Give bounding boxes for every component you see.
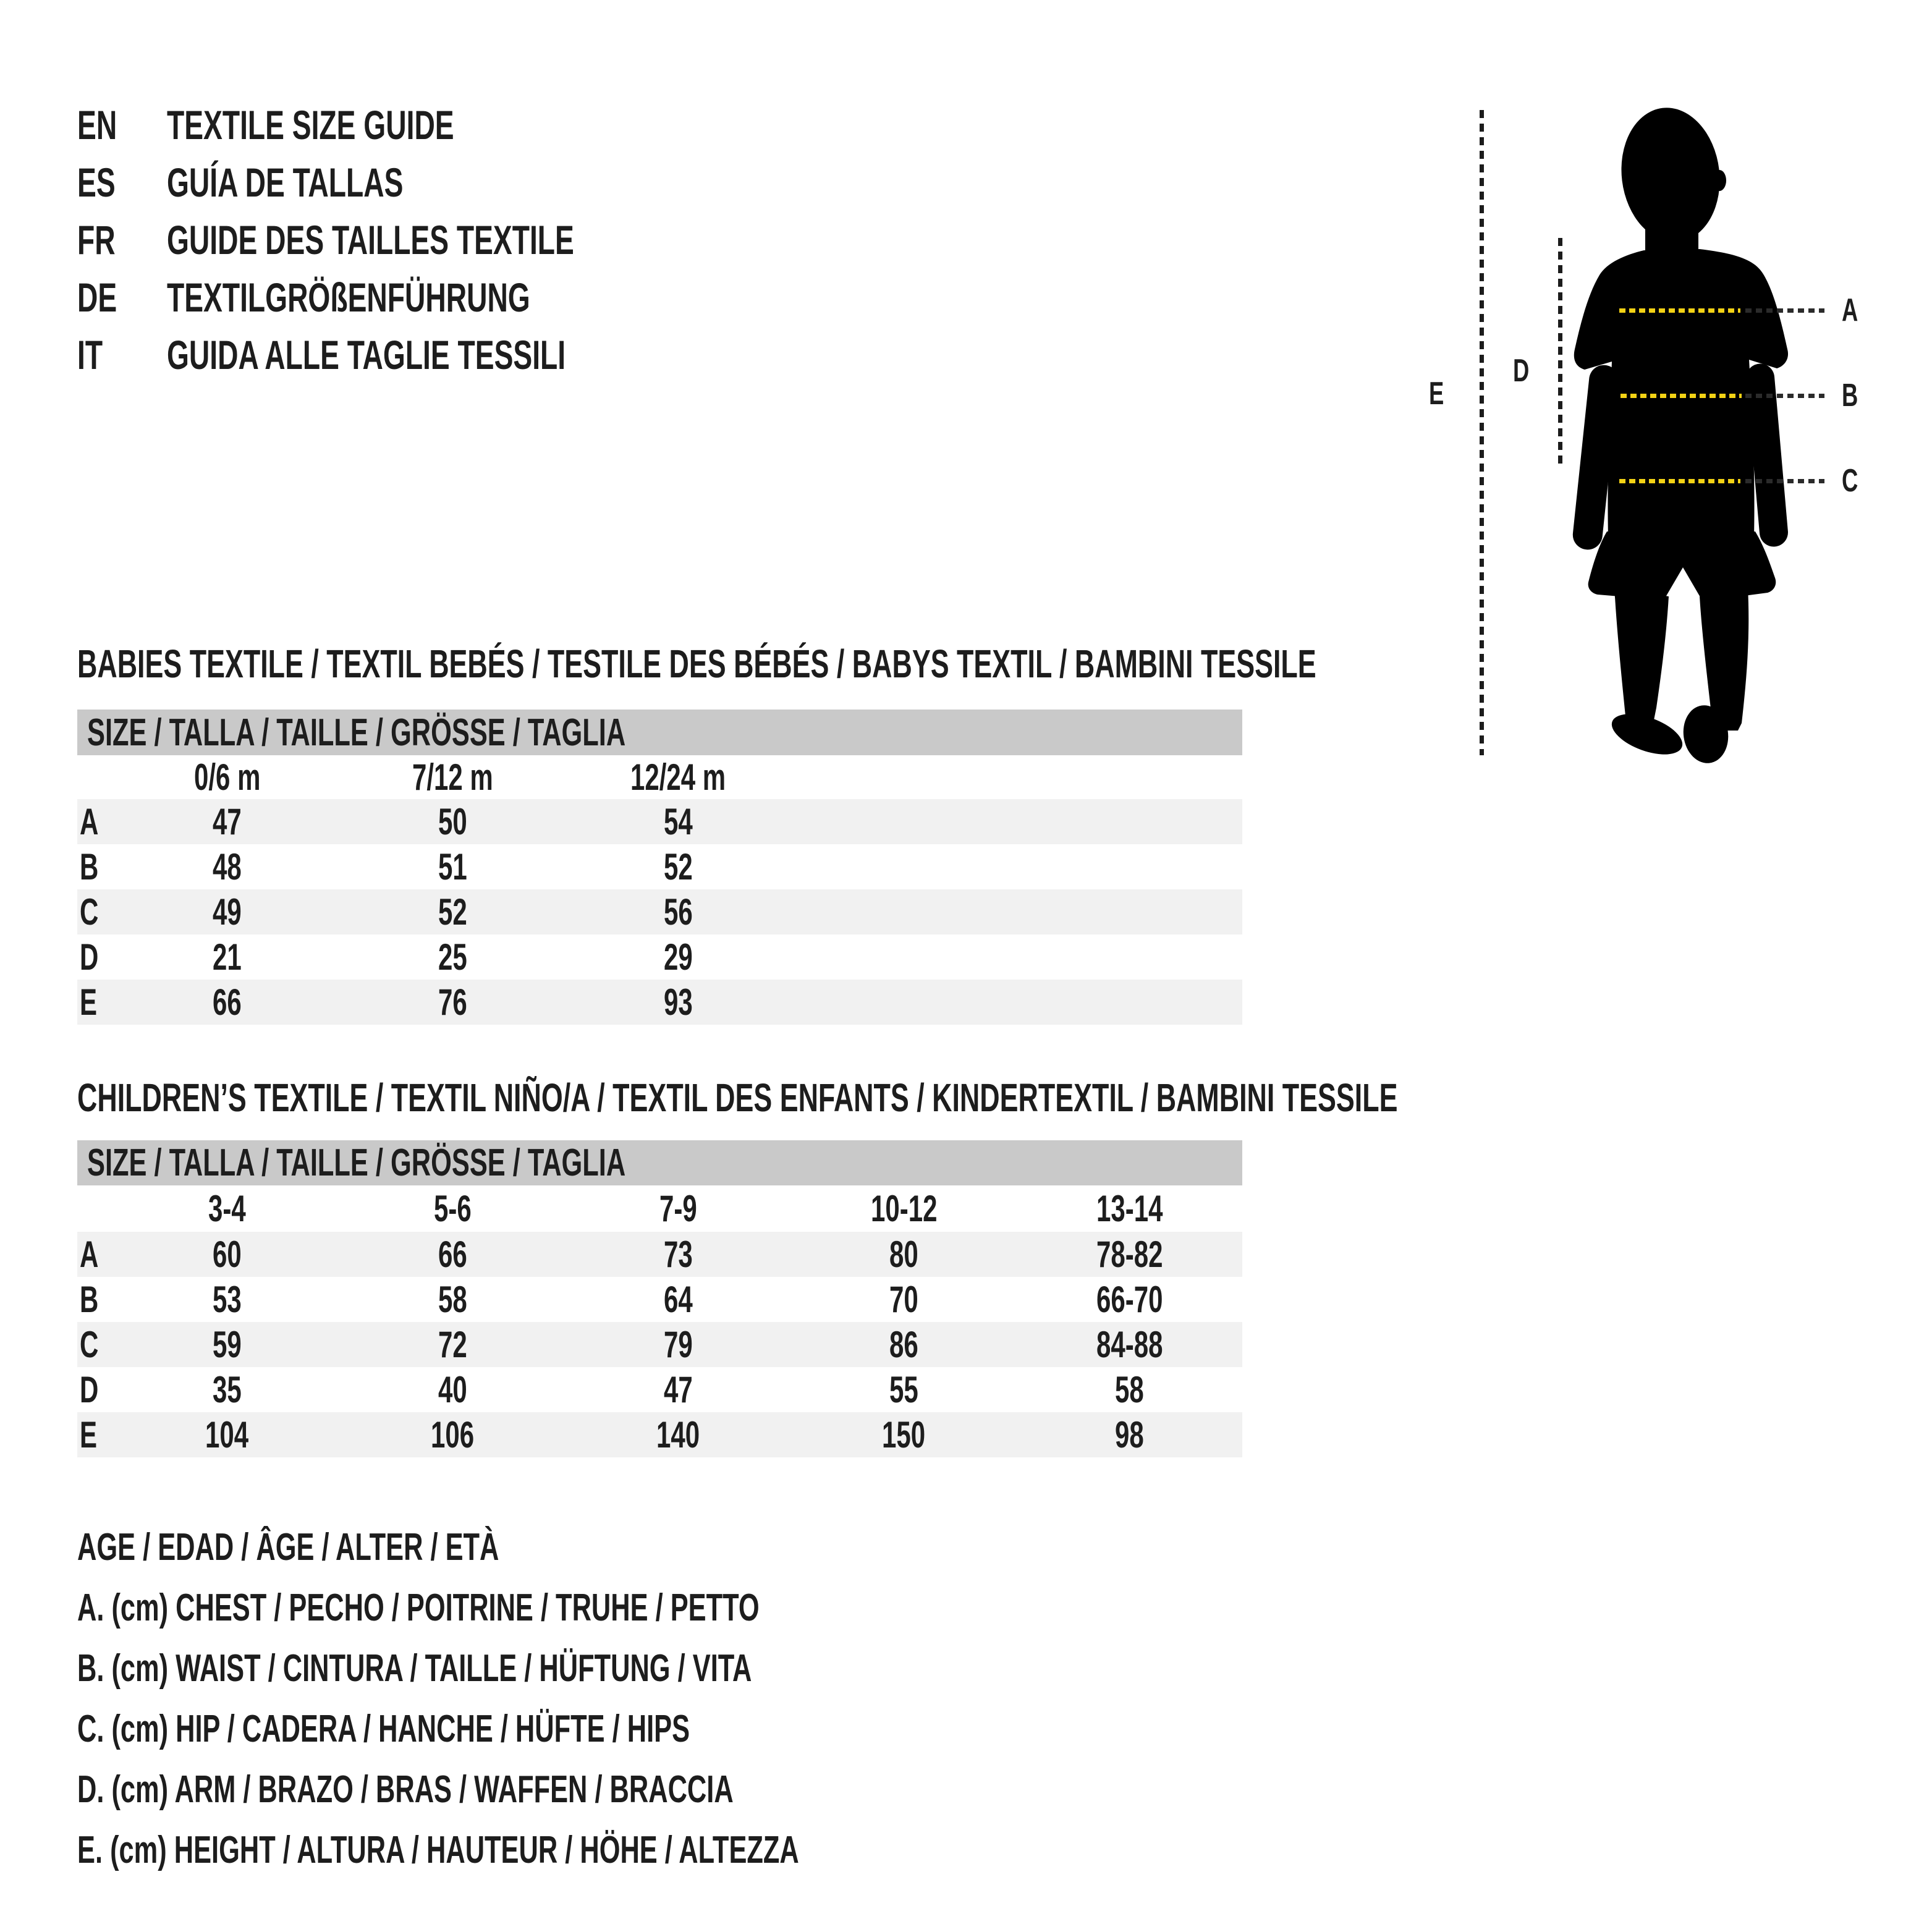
- column-header: 10-12: [870, 1188, 938, 1229]
- cell: 60: [213, 1234, 242, 1275]
- cell: 54: [664, 801, 693, 842]
- cell: 53: [213, 1279, 242, 1320]
- arm-label: D: [1513, 353, 1530, 389]
- row-label: D: [80, 1369, 99, 1410]
- cell: 78-82: [1096, 1234, 1163, 1275]
- cell: 59: [213, 1324, 242, 1365]
- cell: 35: [213, 1369, 242, 1410]
- chest-measure-line: [1619, 308, 1740, 313]
- cell: 104: [205, 1414, 249, 1455]
- cell: 50: [438, 801, 467, 842]
- arm-measure-line: [1558, 238, 1562, 468]
- language-row-it: [77, 326, 943, 383]
- language-code: DE: [77, 274, 117, 320]
- legend-line-arm: D. (cm) ARM / BRAZO / BRAS / WAFFEN / BRACCIA: [77, 1768, 734, 1811]
- column-header: 3-4: [208, 1188, 246, 1229]
- language-row-en: [77, 96, 943, 153]
- row-label: D: [80, 936, 99, 978]
- children-section-title: CHILDREN’S TEXTILE / TEXTIL NIÑO/A / TEXTIL DES ENFANTS / KINDERTEXTIL / BAMBINI TESSILE: [77, 1075, 1398, 1120]
- row-label: B: [80, 1279, 99, 1320]
- language-title: GUIDA ALLE TAGLIE TESSILI: [167, 331, 566, 378]
- cell: 49: [213, 891, 242, 933]
- cell: 93: [664, 981, 693, 1023]
- chest-label: A: [1842, 292, 1858, 328]
- language-code: FR: [77, 216, 116, 263]
- row-label: E: [80, 981, 98, 1023]
- cell: 47: [213, 801, 242, 842]
- children-table-row-e: [77, 1412, 1242, 1457]
- cell: 66-70: [1096, 1279, 1163, 1320]
- legend-line-waist: B. (cm) WAIST / CINTURA / TAILLE / HÜFTUNG / VITA: [77, 1646, 752, 1690]
- language-code: ES: [77, 159, 116, 205]
- cell: 73: [664, 1234, 693, 1275]
- cell: 47: [664, 1369, 693, 1410]
- babies-section-title: BABIES TEXTILE / TEXTIL BEBÉS / TESTILE DES BÉBÉS / BABYS TEXTIL / BAMBINI TESSILE: [77, 642, 1316, 686]
- cell: 55: [889, 1369, 918, 1410]
- column-header: 0/6 m: [193, 756, 261, 798]
- legend-line-height: E. (cm) HEIGHT / ALTURA / HAUTEUR / HÖHE / ALTEZZA: [77, 1828, 799, 1871]
- language-row-de: [77, 268, 943, 326]
- column-header: 5-6: [434, 1188, 472, 1229]
- cell: 52: [438, 891, 467, 933]
- row-label: C: [80, 1324, 99, 1365]
- language-code: IT: [77, 331, 103, 378]
- cell: 56: [664, 891, 693, 933]
- babies-table-row-a: [77, 799, 1242, 844]
- column-header: 7-9: [659, 1188, 697, 1229]
- language-title: GUÍA DE TALLAS: [167, 159, 404, 205]
- cell: 106: [431, 1414, 475, 1455]
- cell: 40: [438, 1369, 467, 1410]
- legend-line-age: AGE / EDAD / ÂGE / ALTER / ETÀ: [77, 1525, 499, 1569]
- language-code: EN: [77, 101, 117, 148]
- cell: 21: [213, 936, 242, 978]
- cell: 29: [664, 936, 693, 978]
- row-label: E: [80, 1414, 98, 1455]
- cell: 84-88: [1096, 1324, 1163, 1365]
- cell: 66: [438, 1234, 467, 1275]
- row-label: C: [80, 891, 99, 933]
- cell: 51: [438, 846, 467, 888]
- children-table-row-b: [77, 1277, 1242, 1322]
- cell: 80: [889, 1234, 918, 1275]
- column-header: 12/24 m: [630, 756, 726, 798]
- row-label: A: [80, 801, 99, 842]
- children-table-row-a: [77, 1232, 1242, 1277]
- language-title: GUIDE DES TAILLES TEXTILE: [167, 216, 574, 263]
- babies-table-row-d: [77, 934, 1242, 980]
- babies-table-row-e: [77, 980, 1242, 1025]
- column-header: 7/12 m: [412, 756, 493, 798]
- waist-measure-line: [1621, 394, 1742, 398]
- language-row-es: [77, 153, 943, 211]
- row-label: B: [80, 846, 99, 888]
- cell: 25: [438, 936, 467, 978]
- cell: 70: [889, 1279, 918, 1320]
- legend-line-hip: C. (cm) HIP / CADERA / HANCHE / HÜFTE / HIPS: [77, 1707, 690, 1750]
- children-size-header-bar: SIZE / TALLA / TAILLE / GRÖSSE / TAGLIA: [77, 1140, 1242, 1185]
- hip-measure-line: [1619, 479, 1740, 483]
- legend-line-chest: A. (cm) CHEST / PECHO / POITRINE / TRUHE / PETTO: [77, 1586, 760, 1629]
- waist-label: B: [1842, 378, 1858, 413]
- cell: 58: [438, 1279, 467, 1320]
- language-title: TEXTILE SIZE GUIDE: [167, 101, 454, 148]
- cell: 64: [664, 1279, 693, 1320]
- cell: 76: [438, 981, 467, 1023]
- babies-column-header-row: [77, 755, 1242, 799]
- children-column-header-row: [77, 1185, 1242, 1232]
- hip-measure-line-extension: [1745, 479, 1824, 483]
- cell: 79: [664, 1324, 693, 1365]
- cell: 58: [1115, 1369, 1144, 1410]
- babies-table-row-b: [77, 844, 1242, 889]
- babies-table-row-c: [77, 889, 1242, 934]
- cell: 72: [438, 1324, 467, 1365]
- language-row-fr: [77, 211, 943, 268]
- column-header: 13-14: [1096, 1188, 1163, 1229]
- cell: 86: [889, 1324, 918, 1365]
- children-table-row-d: [77, 1367, 1242, 1412]
- babies-size-header-bar: SIZE / TALLA / TAILLE / GRÖSSE / TAGLIA: [77, 710, 1242, 755]
- language-title: TEXTILGRÖßENFÜHRUNG: [167, 274, 530, 320]
- chest-measure-line-extension: [1745, 308, 1824, 313]
- cell: 98: [1115, 1414, 1144, 1455]
- waist-measure-line-extension: [1745, 394, 1824, 398]
- cell: 150: [882, 1414, 926, 1455]
- hip-label: C: [1842, 463, 1858, 499]
- row-label: A: [80, 1234, 99, 1275]
- cell: 48: [213, 846, 242, 888]
- cell: 52: [664, 846, 693, 888]
- height-label: E: [1429, 376, 1444, 412]
- children-table-row-c: [77, 1322, 1242, 1367]
- cell: 140: [656, 1414, 700, 1455]
- cell: 66: [213, 981, 242, 1023]
